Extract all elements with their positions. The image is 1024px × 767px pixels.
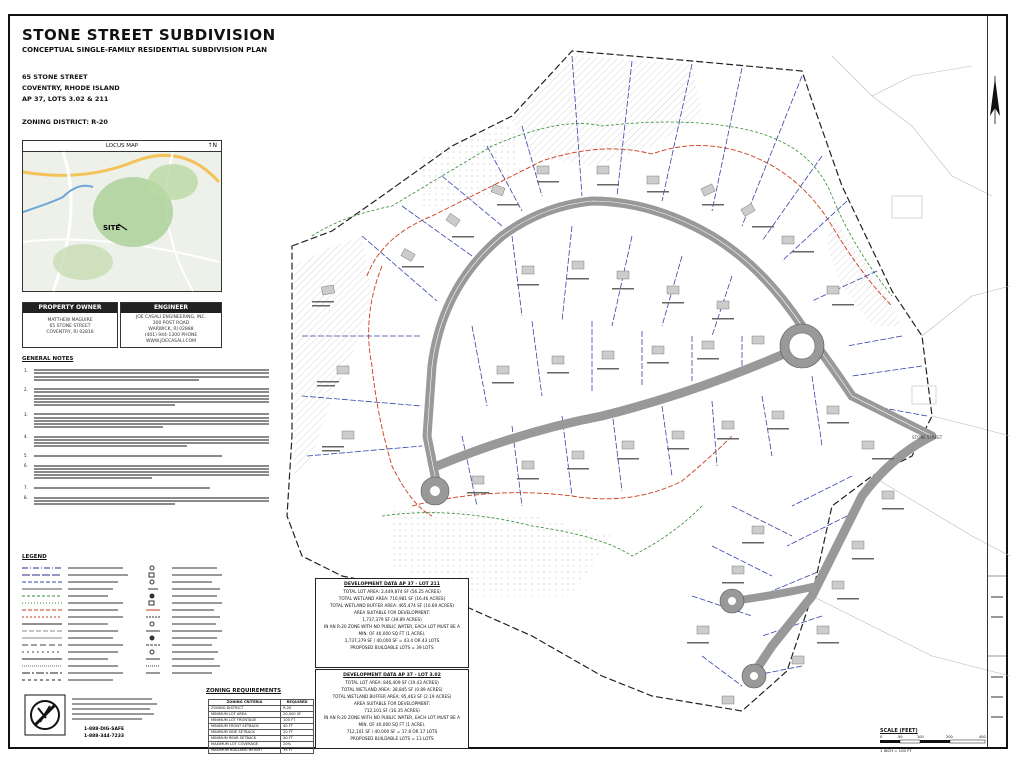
zr-cell: 20 FT xyxy=(281,730,314,736)
zr-cell: MAXIMUM LOT COVERAGE xyxy=(209,742,281,748)
sheet-subtitle: CONCEPTUAL SINGLE-FAMILY RESIDENTIAL SUBDIVISION PLAN xyxy=(22,46,268,54)
zr-cell: MINIMUM LOT FRONTAGE xyxy=(209,718,281,724)
legend-title: LEGEND xyxy=(22,554,47,560)
note-item: 3. xyxy=(24,412,269,429)
scale-tick: 200 xyxy=(946,735,953,739)
scale-tick: 100 xyxy=(917,735,924,739)
digsafe-line1: 1-888-DIG-SAFE xyxy=(84,727,125,732)
zr-header: REQUIRED xyxy=(281,700,314,706)
zr-cell: ZONING DISTRICT xyxy=(209,706,281,712)
zr-cell: MAXIMUM BUILDING HEIGHT xyxy=(209,748,281,754)
locus-map xyxy=(22,140,222,292)
zr-cell: 35 FT xyxy=(281,748,314,754)
dev-data-2-line: AREA SUITABLE FOR DEVELOPMENT: xyxy=(353,701,431,706)
note-item: 5. xyxy=(24,453,269,458)
locus-site-label: SITE xyxy=(103,224,121,232)
dev-data-2-line: TOTAL LOT AREA: 846,409 SF (19.43 ACRES) xyxy=(345,680,439,685)
digsafe-block xyxy=(24,694,194,744)
owner-name: MATTHEW MAGUIRE xyxy=(47,318,93,323)
dev-data-1-line: TOTAL WETLAND AREA: 716,981 SF (16.46 ACRES) xyxy=(338,596,446,601)
scale-tick: 400 xyxy=(979,735,986,739)
general-notes-title: GENERAL NOTES xyxy=(22,356,74,362)
scale-tick: 0 xyxy=(880,735,883,739)
scale-title: SCALE (FEET) xyxy=(880,728,918,734)
owner-addr1: 65 STONE STREET xyxy=(49,324,91,329)
plan-sheet xyxy=(8,14,1008,753)
locus-map-image xyxy=(23,152,221,291)
dev-data-2-line: TOTAL WETLAND AREA: 38,845 SF (0.89 ACRES) xyxy=(341,687,443,692)
scale-tick: 50 xyxy=(898,735,903,739)
dev-data-1-line: AREA SUITABLE FOR DEVELOPMENT: xyxy=(353,610,431,615)
zr-cell: MINIMUM LOT AREA xyxy=(209,712,281,718)
engineer-addr2: WARWICK, RI 02888 xyxy=(148,327,194,332)
scale-bar xyxy=(880,728,990,753)
zoning-requirements-title: ZONING REQUIREMENTS xyxy=(206,688,282,694)
address-line1: 65 STONE STREET xyxy=(22,73,88,81)
dev-data-1-line: IN AN R-20 ZONE WITH NO PUBLIC WATER, EACH LOT MUST BE A xyxy=(323,624,461,629)
zr-header: ZONING CRITERIA xyxy=(209,700,281,706)
development-data-lot-211 xyxy=(315,578,469,668)
note-item: 4. xyxy=(24,434,269,448)
locus-map-title: LOCUS MAP xyxy=(105,143,139,149)
owner-addr2: COVENTRY, RI 02816 xyxy=(46,330,94,335)
dev-data-1-line: 1,737,379 SF / 40,000 SF = 43.4 OR 43 LOTS xyxy=(344,638,440,643)
zr-cell: 100 FT xyxy=(281,718,314,724)
locus-map-header xyxy=(23,141,221,152)
dev-data-2-line: 712,101 SF (16.35 ACRES) xyxy=(364,708,420,713)
zr-cell: MINIMUM FRONT SETBACK xyxy=(209,724,281,730)
dev-data-1-title: DEVELOPMENT DATA AP 37 - LOT 211 xyxy=(344,582,440,587)
address-line2: COVENTRY, RHODE ISLAND xyxy=(22,84,120,92)
zr-cell: 20,000 SF xyxy=(281,712,314,718)
engineer-phone: (401) 944-1300 PHONE xyxy=(144,333,198,338)
note-item: 1. xyxy=(24,368,269,382)
dev-data-2-line: MIN. OF 40,000 SQ FT (1 ACRE). xyxy=(358,722,426,727)
engineer-addr1: 300 POST ROAD xyxy=(152,321,190,326)
development-data-lot-3-02 xyxy=(315,669,469,749)
zoning-district: ZONING DISTRICT: R-20 xyxy=(22,118,108,126)
digsafe-line2: 1-888-344-7233 xyxy=(84,734,125,739)
note-item: 7. xyxy=(24,485,269,490)
dev-data-2-line: IN AN R-20 ZONE WITH NO PUBLIC WATER, EACH LOT MUST BE A xyxy=(323,715,461,720)
address-line3: AP 37, LOTS 3.02 & 211 xyxy=(22,95,109,103)
dev-data-1-line: MIN. OF 40,000 SQ FT (1 ACRE). xyxy=(358,631,426,636)
legend xyxy=(22,564,272,689)
engineer-box xyxy=(120,302,222,348)
zr-cell: MINIMUM SIDE SETBACK xyxy=(209,730,281,736)
dev-data-2-line: 712,101 SF / 40,000 SF = 17.8 OR 17 LOTS xyxy=(346,729,438,734)
dev-data-2-title: DEVELOPMENT DATA AP 37 - LOT 3.02 xyxy=(343,673,441,678)
sheet-title: STONE STREET SUBDIVISION xyxy=(22,26,276,44)
property-owner-title: PROPERTY OWNER xyxy=(23,303,117,313)
zr-cell: 40 FT xyxy=(281,736,314,742)
dev-data-1-line: TOTAL LOT AREA: 2,449,874 SF (56.25 ACRES) xyxy=(343,589,441,594)
zr-cell: 40 FT xyxy=(281,724,314,730)
dev-data-2-line: TOTAL WETLAND BUFFER AREA: 95,463 SF (2.19 ACRES) xyxy=(332,694,452,699)
zr-cell: MINIMUM REAR SETBACK xyxy=(209,736,281,742)
scale-note: 1 INCH = 100 FT xyxy=(880,748,912,753)
zr-cell: R-20 xyxy=(281,706,314,712)
engineer-title: ENGINEER xyxy=(121,303,221,313)
note-item: 8. xyxy=(24,495,269,506)
general-notes xyxy=(24,368,269,511)
property-owner-box xyxy=(22,302,118,348)
dev-data-2-line: PROPOSED BUILDABLE LOTS = 13 LOTS xyxy=(350,736,434,741)
north-arrow-small-icon: ↑N xyxy=(207,142,217,149)
note-item: 6. xyxy=(24,463,269,480)
street-label: STONE STREET xyxy=(912,435,943,440)
site-address xyxy=(22,72,120,105)
dev-data-1-line: PROPOSED BUILDABLE LOTS = 39 LOTS xyxy=(350,645,434,650)
engineer-web: WWW.JOECASALI.COM xyxy=(145,339,197,344)
note-item: 2. xyxy=(24,387,269,407)
dev-data-1-line: TOTAL WETLAND BUFFER AREA: 465,474 SF (10.69 ACRES) xyxy=(329,603,455,608)
zr-cell: 20% xyxy=(281,742,314,748)
title-block-strip xyxy=(987,16,1006,747)
dev-data-1-line: 1,737,379 SF (39.89 ACRES) xyxy=(362,617,422,622)
engineer-name: JOE CASALI ENGINEERING, INC. xyxy=(135,315,207,320)
